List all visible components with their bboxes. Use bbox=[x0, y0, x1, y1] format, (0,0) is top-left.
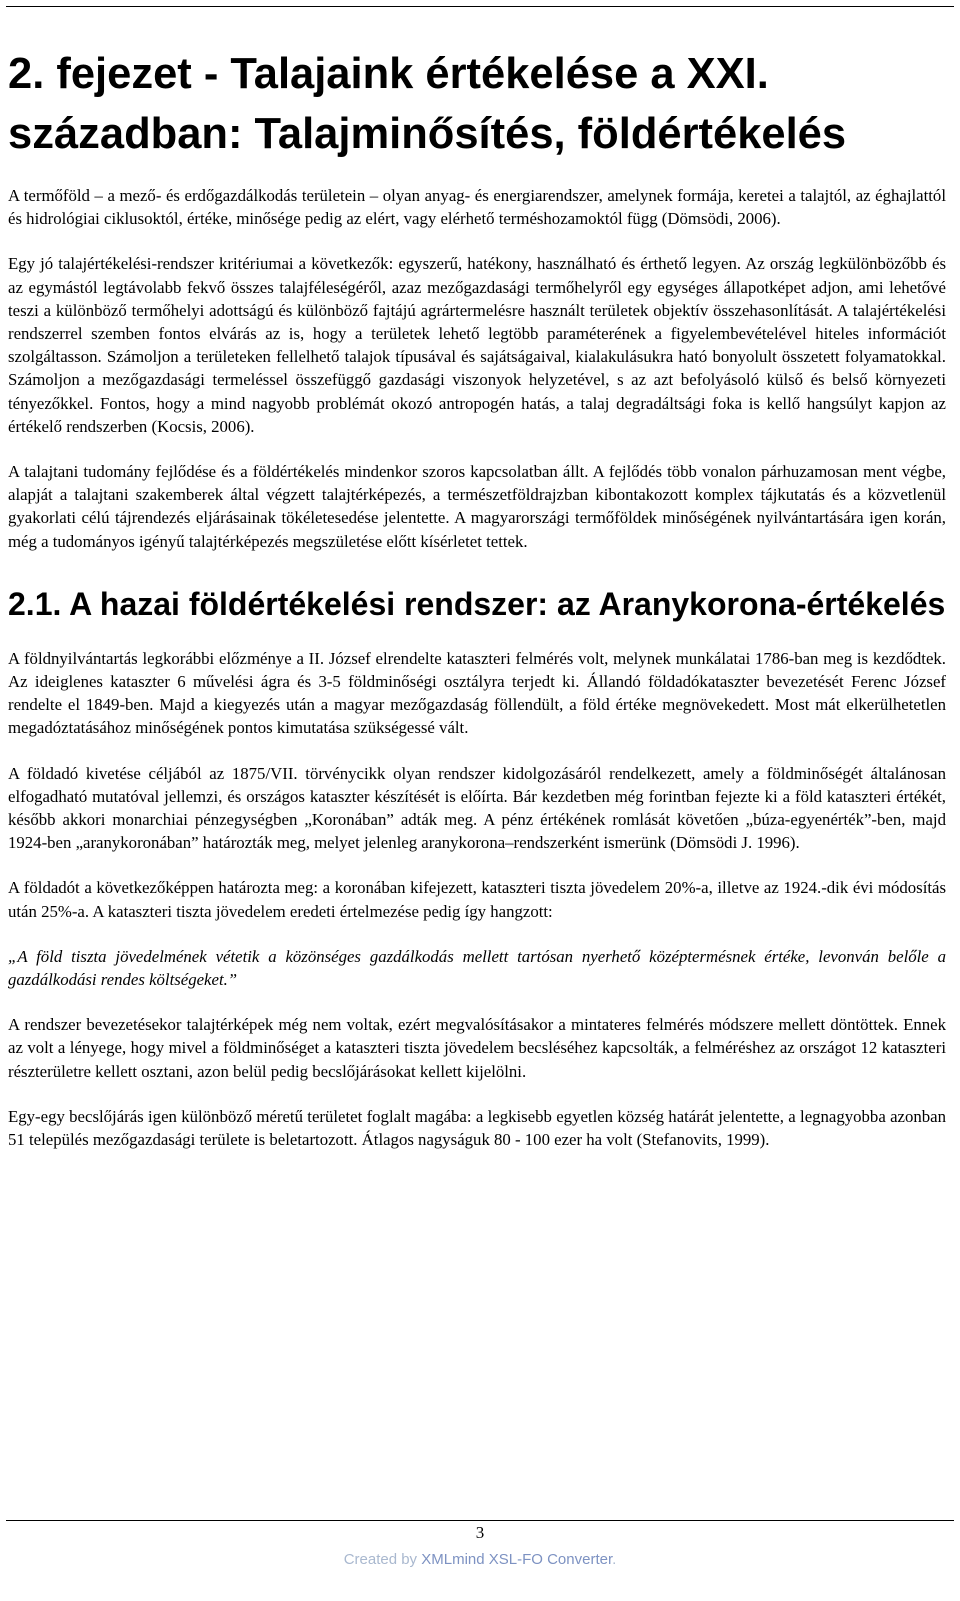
intro-paragraph-2: Egy jó talajértékelési-rendszer kritériumai a következők: egyszerű, hatékony, használható és érthető legyen. Az ország legkülönbözőbb és az egymástól legtávolabb fekvő összes talajféleségéről, azaz mezőgazdasági termőhelyről egy egységes állapotképet adjon, ami lehetővé teszi a különböző termőhelyi adottságú és különböző fajtájú agrártermelésre használt területek objektív összehasonlítását. A talajértékelési rendszerrel szemben fontos elvárás az is, hogy a területek lehető legtöbb paraméterének a figyelembevételével hiteles információt szolgáltasson. Számoljon a területeken fellelhető talajok típusával és sajátságaival, kialakulásukra ható bonyolult összetett folyamatokkal. Számoljon a mezőgazdasági termeléssel összefüggő gazdasági viszonyok helyzetével, s az azt befolyásoló külső és belső környezeti tényezőkkel. Fontos, hogy a mind nagyobb problémát okozó antropogén hatás, a talaj degradáltsági foka is kellő hangsúlyt kapjon az értékelő rendszerben (Kocsis, 2006). bbox=[8, 254, 946, 436]
section-paragraph-3: A földadót a következőképpen határozta meg: a koronában kifejezett, kataszteri tiszta jövedelem 20%-a, illetve az 1924.-dik évi módosítás után 25%-a. A kataszteri tiszta jövedelem eredeti értelmezése pedig így hangzott: bbox=[8, 878, 946, 921]
footer-credit bbox=[0, 1550, 960, 1570]
intro-paragraph-3: A talajtani tudomány fejlődése és a földértékelés mindenkor szoros kapcsolatban állt. A fejlődés több vonalon párhuzamosan ment végbe, alapját a talajtani szakemberek által végzett talajtérképezés, a természetföldrajzban kibontakozott komplex tájkutatás és a közvetlenül gyakorlati célú tájrendezés eljárásainak tökéletesedése jelentette. A magyarországi termőföldek minőségének nyilvántartására igen korán, még a tudományos igényű talajtérképezés megszületése előtt kísérletet tettek. bbox=[8, 462, 946, 551]
document-body bbox=[8, 44, 946, 1173]
section-paragraph-1: A földnyilvántartás legkorábbi előzménye a II. József elrendelte kataszteri felmérés volt, melynek munkálatai 1786-ban meg is kezdődtek. Az ideiglenes kataszter 6 művelési ágra és 3-5 földminőségi osztályra terjedt ki. Állandó földadókataszter bevezetését Ferenc József rendelte el 1849-ben. Majd a kiegyezés után a magyar mezőgazdaság föllendült, a föld értéke megnövekedett. Most mát elkerülhetetlen megadóztatásához minőségének pontos kimutatása szükségessé vált. bbox=[8, 648, 946, 738]
credit-suffix: . bbox=[612, 1551, 617, 1568]
credit-prefix: Created by bbox=[343, 1551, 422, 1568]
section-paragraph-2: A földadó kivetése céljából az 1875/VII. törvénycikk olyan rendszer kidolgozásáról rendelkezett, amely a földminőségét általánosan elfogadható mutatóval jellemzi, és országos kataszter készítését is előírta. Bár kezdetben még forintban fejezte ki a föld kataszteri értékét, később akkori monarchiai pénzegységben „Koronában” adták meg. A pénz értékének romlását követően „búza-egyenérték”-ben, majd 1924-ben „aranykoronában” határozták meg, melyet jelenleg aranykorona–rendszerként ismerünk (Dömsödi J. 1996). bbox=[8, 763, 946, 853]
footer-rule bbox=[6, 1520, 954, 1521]
section-title: 2.1. A hazai földértékelési rendszer: az Aranykorona-értékelés bbox=[8, 585, 946, 622]
intro-paragraph-1: A termőföld – a mező- és erdőgazdálkodás területein – olyan anyag- és energiarendszer, amelynek formája, keretei a talajtól, az éghajlattól és hidrológiai ciklusoktól, értéke, minősége pedig az elért, vagy elérhető terméshozamoktól függ (Dömsödi, 2006). bbox=[8, 186, 946, 229]
page-number: 3 bbox=[475, 1523, 485, 1542]
chapter-title: 2. fejezet - Talajaink értékelése a XXI. században: Talajminősítés, földértékelés bbox=[8, 50, 847, 158]
closing-paragraph-2: Egy-egy becslőjárás igen különböző méretű területet foglalt magába: a legkisebb egyetlen község határát jelentette, a legnagyobba azonban 51 település mezőgazdasági területe is beletartozott. Átlagos nagyságuk 80 - 100 ezer ha volt (Stefanovits, 1999). bbox=[8, 1106, 946, 1150]
header-rule bbox=[6, 6, 954, 7]
converter-link[interactable]: XMLmind XSL-FO Converter bbox=[421, 1551, 613, 1568]
closing-paragraph-1: A rendszer bevezetésekor talajtérképek még nem voltak, ezért megvalósításakor a mintateres felmérés módszere mellett döntöttek. Ennek az volt a lényege, hogy mivel a földminőséget a kataszteri tiszta jövedelem becsléséhez kapcsolták, a felméréshez az országot 12 kataszteri részterületre kellett osztani, azon belül pedig becslőjárásokat kellett kijelölni. bbox=[8, 1015, 946, 1081]
block-quote: „A föld tiszta jövedelmének vétetik a közönséges gazdálkodás mellett tartósan nyerhető középtermésnek értéke, levonván belőle a gazdálkodási rendes költségeket.” bbox=[8, 946, 946, 990]
